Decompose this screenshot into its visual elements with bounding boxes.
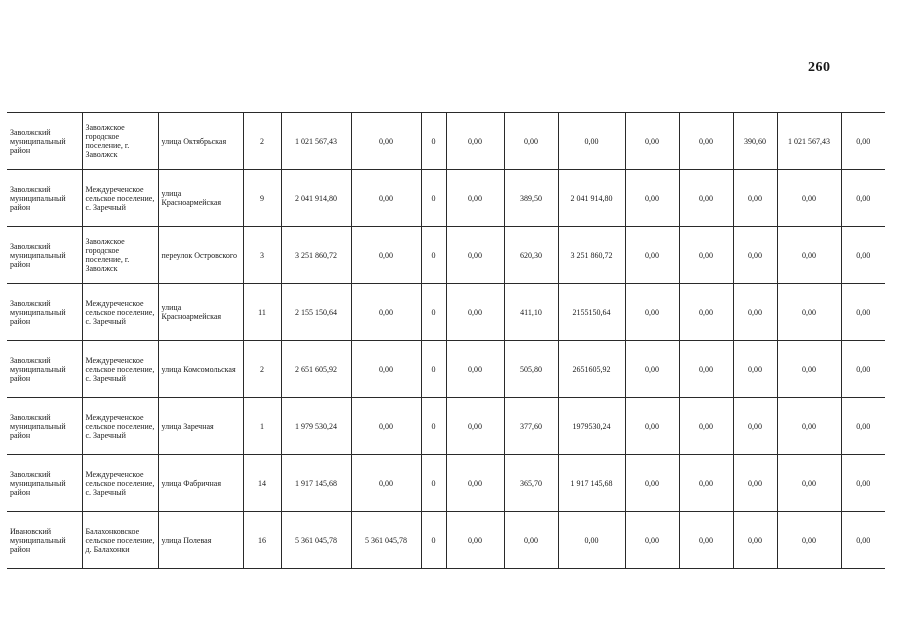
street-cell: улица Красноармейская	[158, 284, 243, 341]
amount-cell: 0,00	[679, 341, 733, 398]
amount-cell: 0,00	[777, 512, 841, 569]
area-cell: 0,00	[733, 512, 777, 569]
district-cell: Заволжский муниципальный район	[7, 455, 82, 512]
amount-cell: 0,00	[558, 113, 625, 170]
house-number-cell: 11	[243, 284, 281, 341]
settlement-cell: Междуреченское сельское поселение, с. Заречный	[82, 455, 158, 512]
settlement-cell: Заволжское городское поселение, г. Заволжск	[82, 113, 158, 170]
page-number: 260	[808, 60, 831, 75]
amount-cell: 0,00	[625, 284, 679, 341]
amount-cell: 0,00	[679, 398, 733, 455]
area-cell: 390,60	[733, 113, 777, 170]
area-cell: 0,00	[733, 455, 777, 512]
amount-cell: 1 021 567,43	[777, 113, 841, 170]
zero-count-cell: 0	[421, 284, 446, 341]
area-cell: 389,50	[504, 170, 558, 227]
settlement-cell: Заволжское городское поселение, г. Заволжск	[82, 227, 158, 284]
amount-fund-cell: 0,00	[351, 113, 421, 170]
zero-count-cell: 0	[421, 170, 446, 227]
amount-cell: 0,00	[841, 227, 885, 284]
area-cell: 411,10	[504, 284, 558, 341]
street-cell: улица Октябрьская	[158, 113, 243, 170]
zero-count-cell: 0	[421, 227, 446, 284]
settlement-cell: Междуреченское сельское поселение, с. Заречный	[82, 341, 158, 398]
area-cell: 0,00	[733, 341, 777, 398]
area-cell: 0,00	[733, 398, 777, 455]
amount-total-cell: 1 917 145,68	[281, 455, 351, 512]
street-cell: улица Полевая	[158, 512, 243, 569]
amount-cell: 0,00	[841, 512, 885, 569]
amount-cell: 0,00	[625, 227, 679, 284]
amount-total-cell: 3 251 860,72	[281, 227, 351, 284]
house-number-cell: 1	[243, 398, 281, 455]
area-cell: 0,00	[504, 113, 558, 170]
amount-cell: 0,00	[841, 170, 885, 227]
amount-cell: 0,00	[679, 113, 733, 170]
zero-count-cell: 0	[421, 455, 446, 512]
district-cell: Заволжский муниципальный район	[7, 341, 82, 398]
table-row	[7, 341, 885, 398]
amount-cell: 0,00	[446, 227, 504, 284]
area-cell: 620,30	[504, 227, 558, 284]
amount-cell: 0,00	[679, 170, 733, 227]
table-row	[7, 284, 885, 341]
house-number-cell: 3	[243, 227, 281, 284]
amount-total-cell: 2 651 605,92	[281, 341, 351, 398]
amount-cell: 0,00	[446, 284, 504, 341]
amount-fund-cell: 0,00	[351, 398, 421, 455]
amount-total-cell: 2 155 150,64	[281, 284, 351, 341]
amount-cell: 0,00	[625, 341, 679, 398]
amount-cell: 0,00	[446, 170, 504, 227]
street-cell: улица Заречная	[158, 398, 243, 455]
amount-cell: 0,00	[679, 227, 733, 284]
district-cell: Заволжский муниципальный район	[7, 227, 82, 284]
amount-cell: 0,00	[446, 512, 504, 569]
table-row	[7, 227, 885, 284]
amount-total-cell: 5 361 045,78	[281, 512, 351, 569]
amount-total-cell: 2 041 914,80	[281, 170, 351, 227]
amount-cell: 0,00	[777, 341, 841, 398]
amount-cell: 0,00	[841, 341, 885, 398]
amount-cell: 0,00	[625, 512, 679, 569]
amount-fund-cell: 0,00	[351, 284, 421, 341]
amount-fund-cell: 0,00	[351, 227, 421, 284]
amount-fund-cell: 0,00	[351, 170, 421, 227]
amount-cell: 0,00	[625, 398, 679, 455]
settlement-cell: Междуреченское сельское поселение, с. Заречный	[82, 398, 158, 455]
street-cell: улица Фабричная	[158, 455, 243, 512]
house-number-cell: 14	[243, 455, 281, 512]
amount-cell: 0,00	[841, 113, 885, 170]
zero-count-cell: 0	[421, 113, 446, 170]
area-cell: 505,80	[504, 341, 558, 398]
data-table	[7, 112, 885, 569]
amount-cell: 1979530,24	[558, 398, 625, 455]
amount-cell: 0,00	[777, 227, 841, 284]
amount-cell: 0,00	[679, 512, 733, 569]
street-cell: переулок Островского	[158, 227, 243, 284]
area-cell: 0,00	[733, 227, 777, 284]
district-cell: Ивановский муниципальный район	[7, 512, 82, 569]
table-row	[7, 113, 885, 170]
house-number-cell: 2	[243, 113, 281, 170]
amount-cell: 0,00	[777, 170, 841, 227]
amount-cell: 0,00	[679, 284, 733, 341]
amount-cell: 0,00	[558, 512, 625, 569]
zero-count-cell: 0	[421, 512, 446, 569]
house-number-cell: 16	[243, 512, 281, 569]
zero-count-cell: 0	[421, 398, 446, 455]
amount-cell: 0,00	[777, 455, 841, 512]
amount-fund-cell: 0,00	[351, 341, 421, 398]
area-cell: 365,70	[504, 455, 558, 512]
amount-cell: 0,00	[841, 455, 885, 512]
table-row	[7, 455, 885, 512]
settlement-cell: Междуреченское сельское поселение, с. Заречный	[82, 170, 158, 227]
amount-cell: 0,00	[625, 455, 679, 512]
area-cell: 0,00	[733, 170, 777, 227]
district-cell: Заволжский муниципальный район	[7, 284, 82, 341]
amount-cell: 0,00	[446, 455, 504, 512]
amount-cell: 2155150,64	[558, 284, 625, 341]
amount-cell: 0,00	[625, 113, 679, 170]
street-cell: улица Красноармейская	[158, 170, 243, 227]
amount-cell: 0,00	[777, 398, 841, 455]
amount-cell: 2651605,92	[558, 341, 625, 398]
district-cell: Заволжский муниципальный район	[7, 113, 82, 170]
amount-cell: 0,00	[841, 284, 885, 341]
table-body	[7, 113, 885, 569]
amount-cell: 0,00	[446, 398, 504, 455]
amount-fund-cell: 5 361 045,78	[351, 512, 421, 569]
amount-total-cell: 1 979 530,24	[281, 398, 351, 455]
amount-cell: 0,00	[625, 170, 679, 227]
house-number-cell: 2	[243, 341, 281, 398]
settlement-cell: Балахонковское сельское поселение, д. Балахонки	[82, 512, 158, 569]
amount-total-cell: 1 021 567,43	[281, 113, 351, 170]
amount-cell: 0,00	[446, 341, 504, 398]
street-cell: улица Комсомольская	[158, 341, 243, 398]
amount-cell: 0,00	[446, 113, 504, 170]
amount-cell: 3 251 860,72	[558, 227, 625, 284]
settlement-cell: Междуреченское сельское поселение, с. Заречный	[82, 284, 158, 341]
area-cell: 0,00	[733, 284, 777, 341]
amount-cell: 0,00	[841, 398, 885, 455]
table-row	[7, 398, 885, 455]
zero-count-cell: 0	[421, 341, 446, 398]
amount-cell: 0,00	[777, 284, 841, 341]
table-row	[7, 170, 885, 227]
amount-cell: 2 041 914,80	[558, 170, 625, 227]
area-cell: 0,00	[504, 512, 558, 569]
amount-cell: 1 917 145,68	[558, 455, 625, 512]
district-cell: Заволжский муниципальный район	[7, 170, 82, 227]
district-cell: Заволжский муниципальный район	[7, 398, 82, 455]
amount-cell: 0,00	[679, 455, 733, 512]
amount-fund-cell: 0,00	[351, 455, 421, 512]
house-number-cell: 9	[243, 170, 281, 227]
area-cell: 377,60	[504, 398, 558, 455]
table-row	[7, 512, 885, 569]
